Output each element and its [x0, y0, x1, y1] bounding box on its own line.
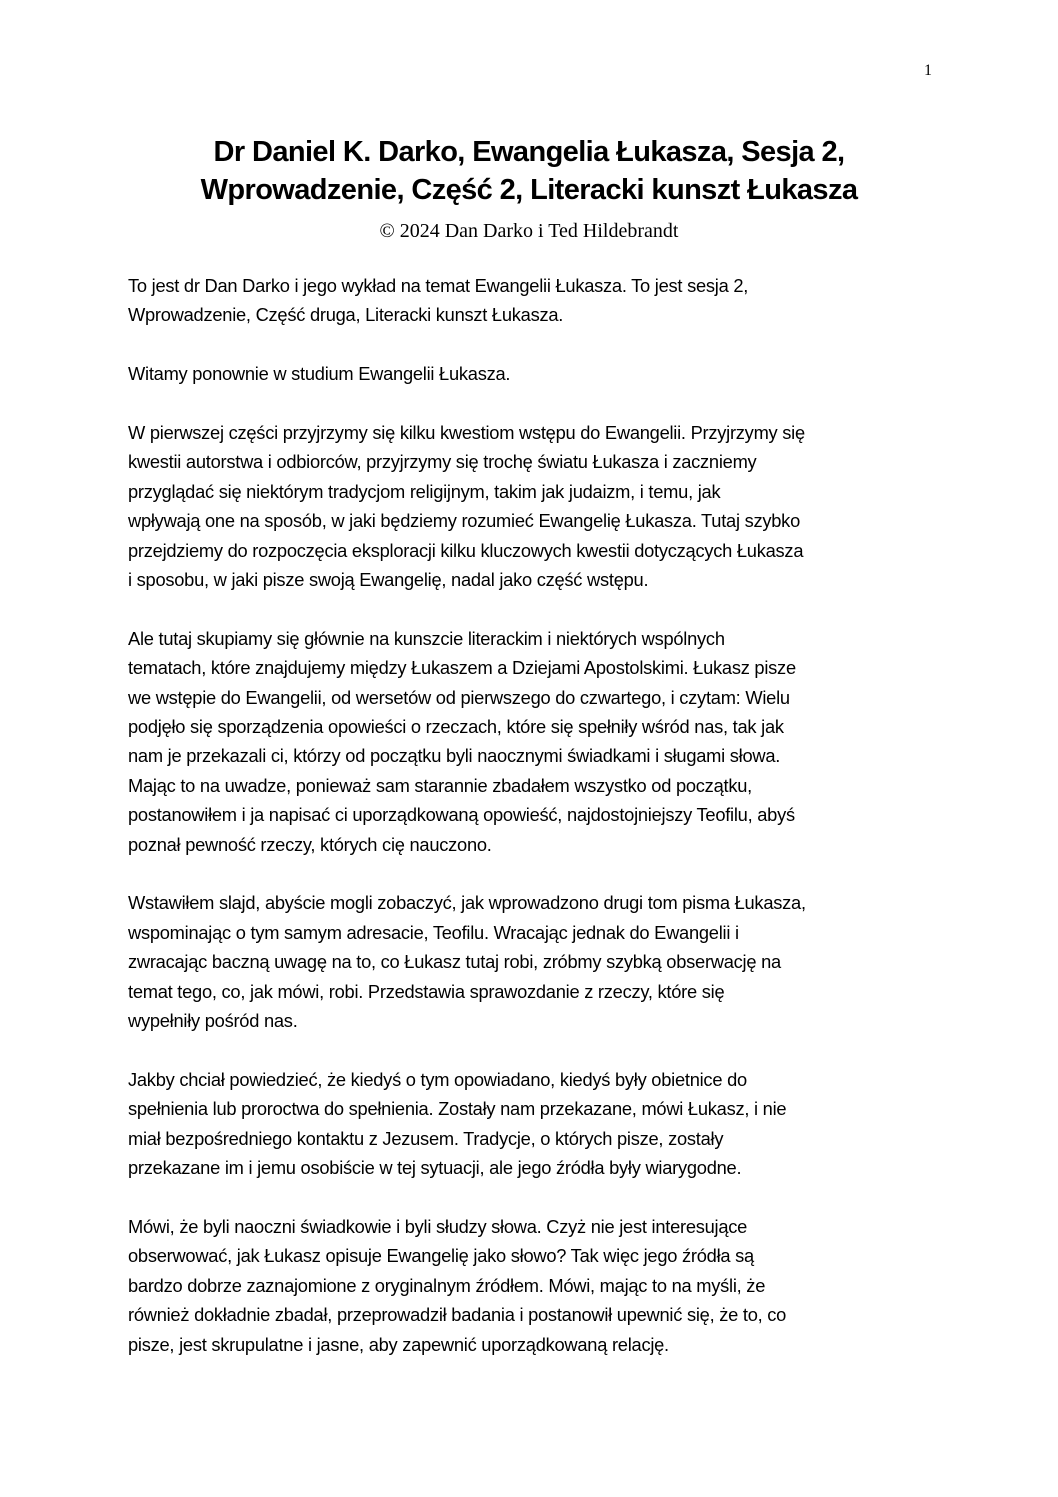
- text-line: kwestii autorstwa i odbiorców, przyjrzymy się trochę światu Łukasza i zaczniemy: [128, 451, 757, 473]
- text-line: wpływają one na sposób, w jaki będziemy rozumieć Ewangelię Łukasza. Tutaj szybko: [128, 510, 800, 532]
- text-line: przekazane im i jemu osobiście w tej sytuacji, ale jego źródła były wiarygodne.: [128, 1157, 742, 1179]
- text-line: przejdziemy do rozpoczęcia eksploracji kilku kluczowych kwestii dotyczących Łukasza: [128, 539, 804, 561]
- paragraph: [128, 1212, 948, 1359]
- text-line: również dokładnie zbadał, przeprowadził badania i postanowił upewnić się, że to, co: [128, 1304, 787, 1326]
- text-line: To jest dr Dan Darko i jego wykład na temat Ewangelii Łukasza. To jest sesja 2,: [128, 275, 749, 296]
- text-line: obserwować, jak Łukasz opisuje Ewangelię jako słowo? Tak więc jego źródła są: [128, 1245, 754, 1267]
- text-line: i sposobu, w jaki pisze swoją Ewangelię, nadal jako część wstępu.: [128, 569, 649, 591]
- text-line: wspominając o tym samym adresacie, Teofilu. Wracając jednak do Ewangelii i: [128, 921, 739, 943]
- text-line: Mówi, że byli naoczni świadkowie i byli słudzy słowa. Czyż nie jest interesujące: [128, 1215, 748, 1237]
- text-line: miał bezpośredniego kontaktu z Jezusem. Tradycje, o których pisze, zostały: [128, 1127, 724, 1149]
- paragraph: [128, 359, 948, 388]
- text-line: Witamy ponownie w studium Ewangelii Łukasza.: [128, 363, 511, 385]
- copyright-notice: © 2024 Dan Darko i Ted Hildebrandt: [379, 220, 679, 242]
- text-line: pisze, jest skrupulatne i jasne, aby zapewnić uporządkowaną relację.: [128, 1333, 669, 1355]
- paragraph: [128, 624, 948, 859]
- text-line: spełnienia lub proroctwa do spełnienia. Zostały nam przekazane, mówi Łukasz, i nie: [128, 1098, 787, 1120]
- title-line: Dr Daniel K. Darko, Ewangelia Łukasza, Sesja 2,: [213, 136, 845, 168]
- text-line: Jakby chciał powiedzieć, że kiedyś o tym opowiadano, kiedyś były obietnice do: [128, 1068, 747, 1090]
- text-line: W pierwszej części przyjrzymy się kilku kwestiom wstępu do Ewangelii. Przyjrzymy się: [128, 422, 805, 443]
- text-line: poznał pewność rzeczy, których cię nauczono.: [128, 833, 492, 855]
- text-line: przyglądać się niektórym tradycjom religijnym, takim jak judaizm, i temu, jak: [128, 480, 721, 502]
- document-title: [0, 133, 1058, 209]
- page-number: 1: [924, 62, 932, 79]
- text-line: temat tego, co, jak mówi, robi. Przedstawia sprawozdanie z rzeczy, które się: [128, 980, 725, 1002]
- text-line: podjęło się sporządzenia opowieści o rzeczach, które się spełniły wśród nas, tak jak: [128, 716, 784, 738]
- text-line: Wstawiłem slajd, abyście mogli zobaczyć, jak wprowadzono drugi tom pisma Łukasza,: [128, 892, 806, 914]
- text-line: Ale tutaj skupiamy się głównie na kunszcie literackim i niektórych wspólnych: [128, 627, 725, 649]
- title-line: Wprowadzenie, Część 2, Literacki kunszt Łukasza: [200, 174, 858, 206]
- text-line: wypełniły pośród nas.: [128, 1010, 298, 1032]
- text-line: bardzo dobrze zaznajomione z oryginalnym źródłem. Mówi, mając to na myśli, że: [128, 1274, 766, 1296]
- text-line: Wprowadzenie, Część druga, Literacki kunszt Łukasza.: [128, 304, 564, 326]
- text-line: zwracając baczną uwagę na to, co Łukasz tutaj robi, zróbmy szybką obserwację na: [128, 951, 781, 973]
- text-line: tematach, które znajdujemy między Łukaszem a Dziejami Apostolskimi. Łukasz pisze: [128, 657, 796, 679]
- text-line: nam je przekazali ci, którzy od początku byli naocznymi świadkami i sługami słowa.: [128, 745, 781, 767]
- text-line: postanowiłem i ja napisać ci uporządkowaną opowieść, najdostojniejszy Teofilu, abyś: [128, 804, 795, 826]
- text-line: Mając to na uwadze, ponieważ sam starannie zbadałem wszystko od początku,: [128, 774, 752, 796]
- paragraph: [128, 1065, 948, 1183]
- document-body: [128, 271, 948, 1388]
- paragraph: [128, 418, 948, 594]
- text-line: we wstępie do Ewangelii, od wersetów od pierwszego do czwartego, i czytam: Wielu: [128, 686, 790, 708]
- paragraph: [128, 271, 948, 330]
- paragraph: [128, 888, 948, 1035]
